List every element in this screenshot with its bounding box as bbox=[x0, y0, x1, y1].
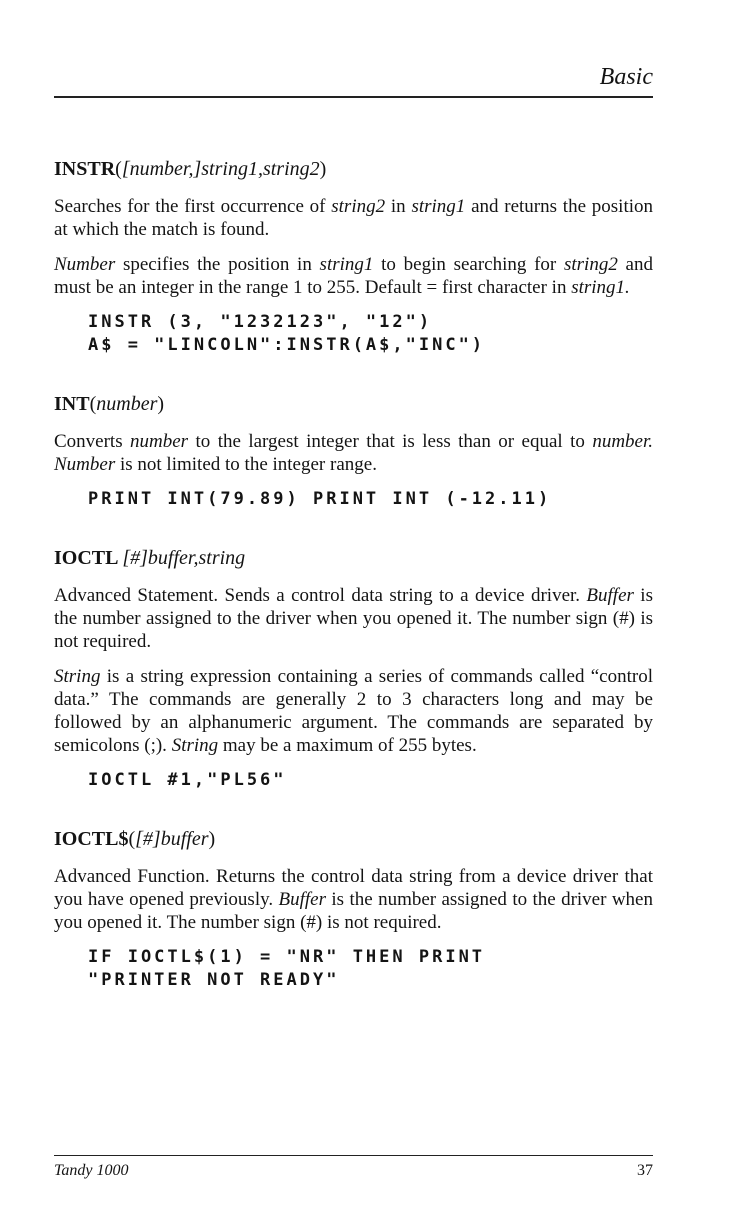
description: Advanced Statement. Sends a control data string to a device driver. Buffer is the number assigned to the driver when you opened it. The number sign (#) is not required. bbox=[54, 585, 653, 652]
entry-ioctl bbox=[54, 547, 653, 792]
running-header: Basic bbox=[599, 64, 653, 90]
code-example bbox=[88, 311, 653, 357]
close-paren: ) bbox=[319, 158, 327, 180]
code-line: A$ = "LINCOLN":INSTR(A$,"INC") bbox=[88, 335, 486, 355]
syntax-line bbox=[54, 393, 653, 416]
description: Advanced Function. Returns the control data string from a device driver that you have opened previously. Buffer is the number assigned to the driver when you opened it. The number sign (#) is not required. bbox=[54, 866, 653, 933]
footer-rule bbox=[54, 1155, 653, 1156]
description: Converts number to the largest integer that is less than or equal to number. Number is not limited to the integer range. bbox=[54, 431, 654, 475]
close-paren: ) bbox=[157, 393, 165, 415]
code-line: INSTR (3, "1232123", "12") bbox=[88, 312, 433, 332]
keyword: INSTR bbox=[54, 158, 116, 180]
syntax-line bbox=[54, 158, 653, 181]
keyword: INT bbox=[54, 393, 90, 415]
arguments: [number,]string1,string2 bbox=[121, 158, 320, 180]
description: Number specifies the position in string1 to begin searching for string2 and must be an integer in the range 1 to 255. Default = first character in string1. bbox=[54, 254, 653, 298]
syntax-line bbox=[54, 547, 653, 570]
open-paren: ( bbox=[115, 158, 122, 180]
arguments: [#]buffer,string bbox=[122, 547, 246, 569]
syntax-line bbox=[54, 828, 653, 851]
page-number: 37 bbox=[637, 1162, 653, 1179]
code-example bbox=[88, 946, 653, 992]
description: Searches for the first occurrence of string2 in string1 and returns the position at which the match is found. bbox=[54, 196, 654, 240]
keyword: IOCTL$ bbox=[54, 828, 129, 850]
code-example bbox=[88, 488, 653, 511]
description: String is a string expression containing a series of commands called “control data.” The commands are generally 2 to 3 characters long and may be followed by an alphanumeric argument. The commands are separated by semicolons (;). String may be a maximum of 255 bytes. bbox=[54, 666, 653, 756]
open-paren: ( bbox=[128, 828, 136, 850]
arguments: number bbox=[96, 393, 158, 415]
code-line: IF IOCTL$(1) = "NR" THEN PRINT bbox=[88, 947, 486, 967]
footer-title: Tandy 1000 bbox=[54, 1162, 129, 1179]
code-line: IOCTL #1,"PL56" bbox=[88, 770, 287, 790]
header-rule bbox=[54, 96, 653, 98]
close-paren: ) bbox=[208, 828, 216, 850]
code-line: "PRINTER NOT READY" bbox=[88, 970, 340, 990]
code-example bbox=[88, 769, 653, 792]
open-paren: ( bbox=[89, 393, 97, 415]
arguments: [#]buffer bbox=[135, 828, 209, 850]
keyword: IOCTL bbox=[54, 547, 123, 569]
code-line: PRINT INT(79.89) PRINT INT (-12.11) bbox=[88, 489, 552, 509]
entry-int bbox=[54, 393, 653, 511]
entry-instr bbox=[54, 158, 653, 357]
page-content bbox=[54, 158, 653, 1028]
entry-ioctl-function bbox=[54, 828, 653, 992]
